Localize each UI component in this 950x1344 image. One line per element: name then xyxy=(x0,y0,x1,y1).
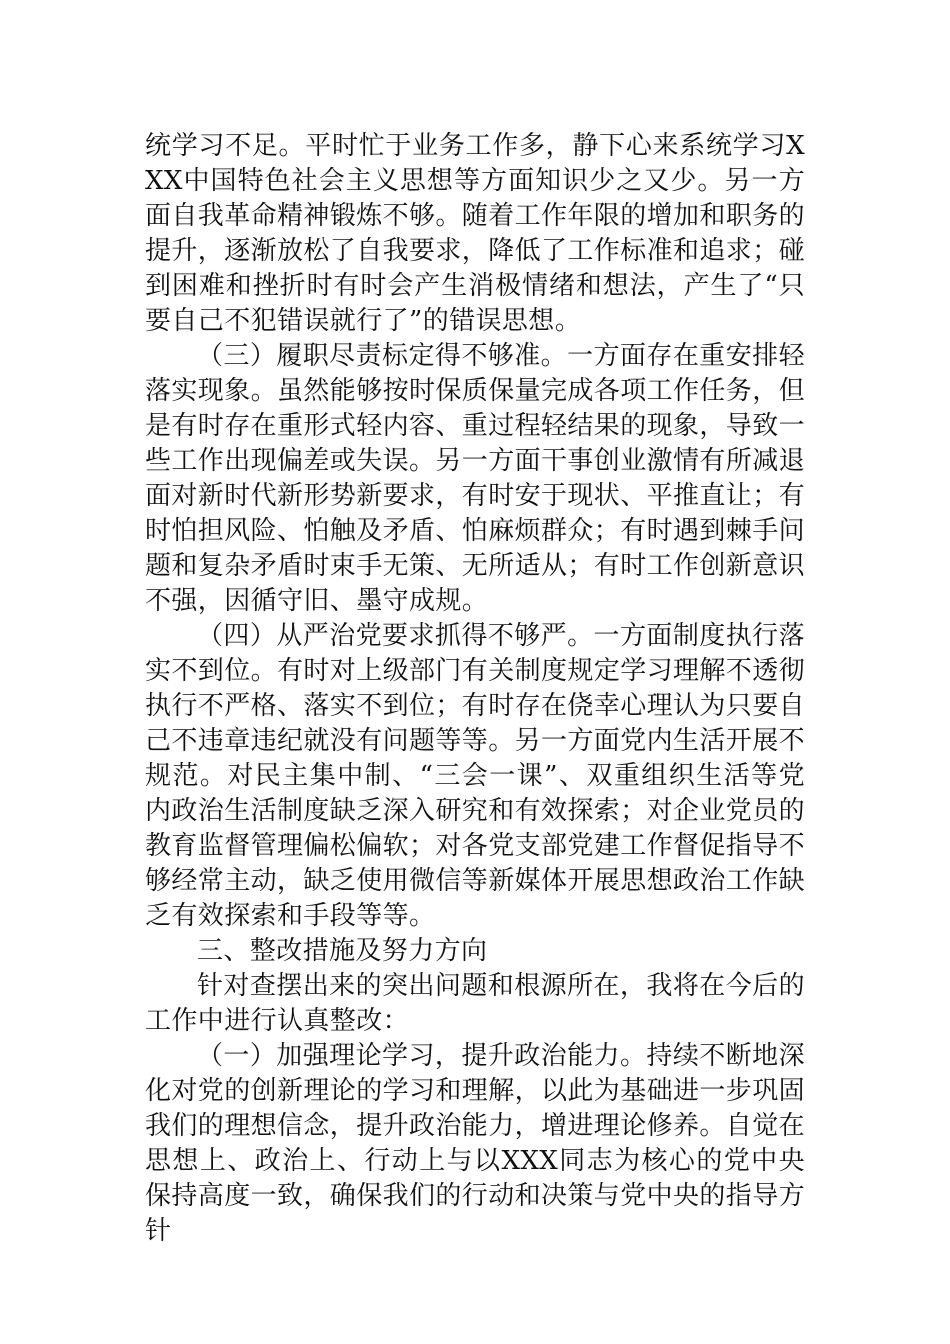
paragraph-item-four: （四）从严治党要求抓得不够严。一方面制度执行落实不到位。有时对上级部门有关制度规定学习理解不透彻执行不严格、落实不到位；有时存在侥幸心理认为只要自己不违章违纪就没有问题等等。另一方面党内生活开展不规范。对民主集中制、“三会一课”、双重组织生活等党内政治生活制度缺乏深入研究和有效探索；对企业党员的教育监督管理偏松偏软；对各党支部党建工作督促指导不够经常主动，缺乏使用微信等新媒体开展思想政治工作缺乏有效探索和手段等等。 xyxy=(145,621,806,931)
document-body xyxy=(145,129,805,1249)
paragraph-continuation: 统学习不足。平时忙于业务工作多，静下心来系统学习XXX中国特色社会主义思想等方面知识少之又少。另一方面自我革命精神锻炼不够。随着工作年限的增加和职务的提升，逐渐放松了自我要求，降低了工作标准和追求；碰到困难和挫折时有时会产生消极情绪和想法，产生了“只要自己不犯错误就行了”的错误思想。 xyxy=(145,131,806,336)
paragraph-intro: 针对查摆出来的突出问题和根源所在，我将在今后的工作中进行认真整改： xyxy=(145,971,805,1036)
section-heading: 三、整改措施及努力方向 xyxy=(197,936,488,966)
paragraph-item-three: （三）履职尽责标定得不够准。一方面存在重安排轻落实现象。虽然能够按时保质保量完成各项工作任务，但是有时存在重形式轻内容、重过程轻结果的现象，导致一些工作出现偏差或失误。另一方面干事创业激情有所减退面对新时代新形势新要求，有时安于现状、平推直让；有时怕担风险、怕触及矛盾、怕麻烦群众；有时遇到棘手问题和复杂矛盾时束手无策、无所适从；有时工作创新意识不强，因循守旧、墨守成规。 xyxy=(145,341,806,616)
paragraph-measure-one: （一）加强理论学习，提升政治能力。持续不断地深化对党的创新理论的学习和理解，以此为基础进一步巩固我们的理想信念，提升政治能力，增进理论修养。自觉在思想上、政治上、行动上与以XXX同志为核心的党中央保持高度一致，确保我们的行动和决策与党中央的指导方针 xyxy=(145,1041,806,1246)
